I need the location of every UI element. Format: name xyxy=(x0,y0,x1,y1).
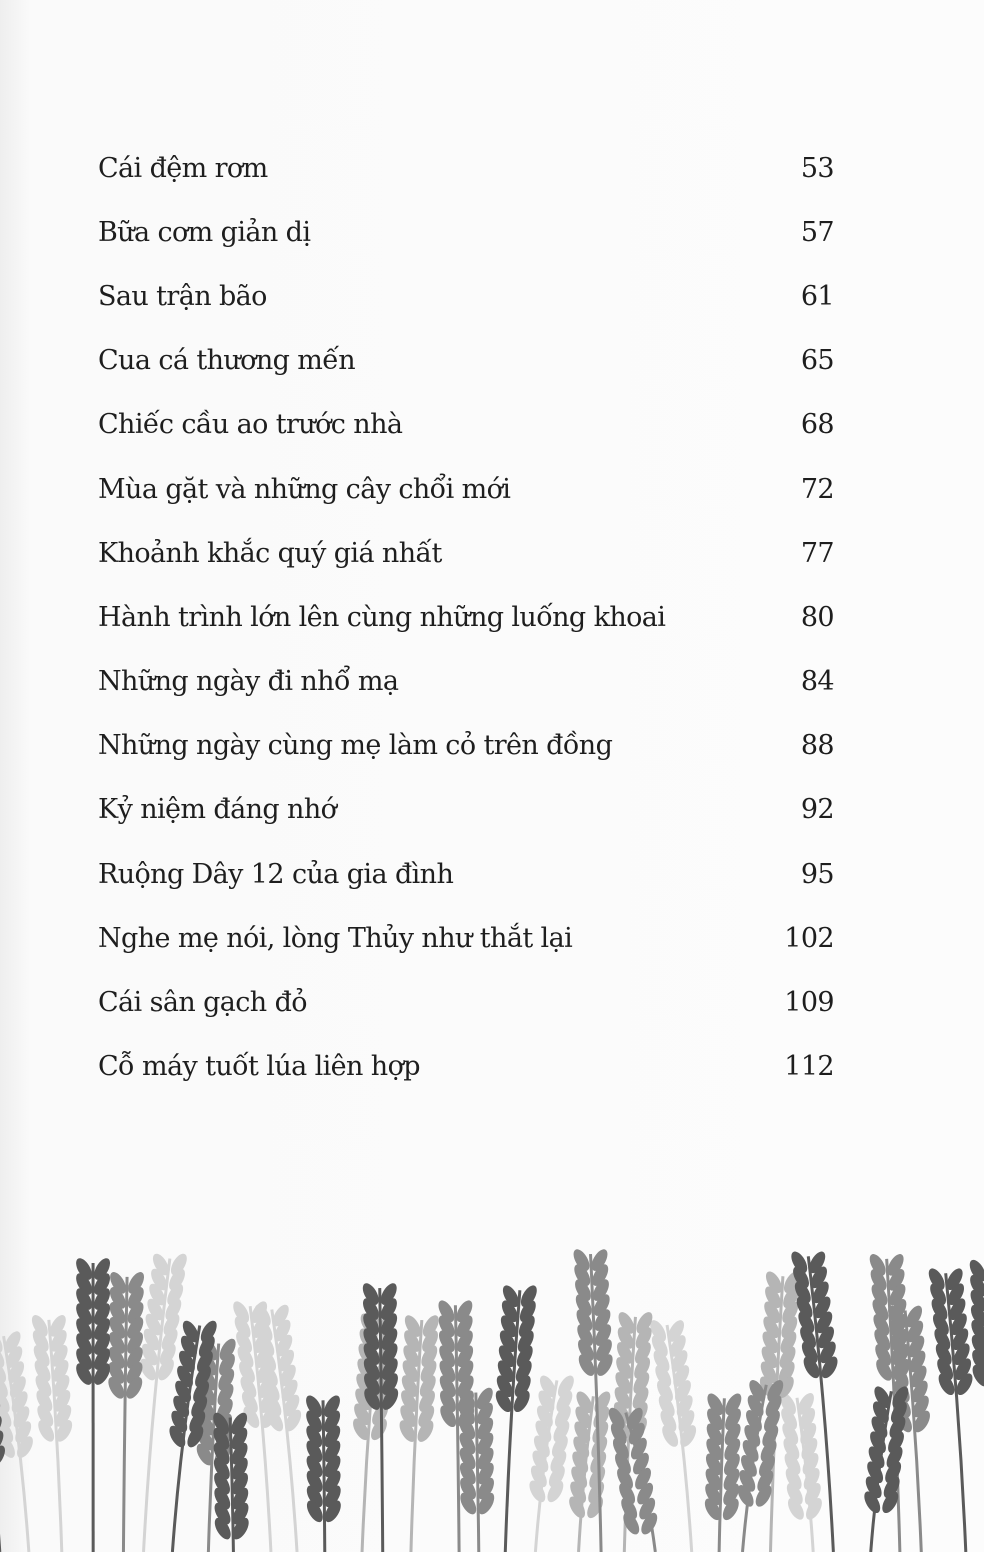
toc-entry-title: Cái đệm rơm xyxy=(98,152,268,184)
toc-entry xyxy=(98,778,834,842)
toc-entry-page: 77 xyxy=(800,537,834,569)
toc-entry-title: Những ngày cùng mẹ làm cỏ trên đồng xyxy=(98,730,613,762)
wheat-stalk-icon xyxy=(925,1266,975,1552)
table-of-contents xyxy=(98,136,834,1099)
toc-entry-title: Bữa cơm giản dị xyxy=(98,216,311,248)
toc-entry-title: Những ngày đi nhổ mạ xyxy=(98,666,399,698)
wheat-stalk-icon xyxy=(396,1313,442,1552)
toc-entry xyxy=(98,906,834,970)
toc-entry-page: 65 xyxy=(800,345,834,377)
wheat-stalk-icon xyxy=(526,1373,577,1552)
toc-entry xyxy=(98,650,834,714)
wheat-stalk-icon xyxy=(252,1302,305,1552)
toc-entry-title: Mùa gặt và những cây chổi mới xyxy=(98,473,511,505)
wheat-stalk-icon xyxy=(303,1393,344,1552)
toc-entry xyxy=(98,585,834,649)
toc-entry-title: Kỷ niệm đáng nhớ xyxy=(98,794,337,826)
toc-entry xyxy=(98,842,834,906)
wheat-stalk-icon xyxy=(566,1389,614,1552)
wheat-stalk-icon xyxy=(734,1377,786,1552)
toc-entry-title: Cái sân gạch đỏ xyxy=(98,987,307,1019)
toc-entry xyxy=(98,457,834,521)
toc-entry xyxy=(98,970,834,1034)
wheat-stalk-icon xyxy=(210,1410,252,1552)
toc-entry xyxy=(98,393,834,457)
toc-entry xyxy=(98,1035,834,1099)
toc-entry xyxy=(98,200,834,264)
toc-entry xyxy=(98,329,834,393)
toc-entry-page: 88 xyxy=(800,730,834,762)
toc-entry xyxy=(98,714,834,778)
toc-entry-title: Nghe mẹ nói, lòng Thủy như thắt lại xyxy=(98,922,573,954)
wheat-stalk-icon xyxy=(861,1384,911,1552)
toc-entry-page: 80 xyxy=(800,601,834,633)
wheat-stalk-icon xyxy=(456,1385,498,1552)
wheat-field-icon xyxy=(0,1210,984,1552)
toc-entry-page: 72 xyxy=(800,473,834,505)
wheat-stalk-icon xyxy=(777,1390,825,1552)
toc-entry-page: 68 xyxy=(800,409,834,441)
toc-entry-page: 95 xyxy=(800,858,834,890)
toc-entry-title: Khoảnh khắc quý giá nhất xyxy=(98,537,442,569)
toc-entry-title: Cỗ máy tuốt lúa liên hợp xyxy=(98,1051,420,1083)
toc-entry-page: 61 xyxy=(800,280,834,312)
wheat-stalk-icon xyxy=(105,1269,147,1552)
toc-entry-page: 102 xyxy=(784,922,834,954)
toc-entry-page: 53 xyxy=(800,152,834,184)
wheat-stalk-icon xyxy=(702,1391,745,1552)
wheat-stalk-icon xyxy=(493,1283,541,1552)
wheat-stalk-icon xyxy=(0,1329,36,1552)
toc-entry xyxy=(98,521,834,585)
toc-entry xyxy=(98,136,834,200)
toc-entry-title: Ruộng Dây 12 của gia đình xyxy=(98,858,454,890)
wheat-stalk-icon xyxy=(606,1405,661,1552)
wheat-stalk-icon xyxy=(29,1312,76,1552)
toc-entry-page: 109 xyxy=(784,987,834,1019)
wheat-stalk-icon xyxy=(966,1257,984,1552)
wheat-stalk-icon xyxy=(73,1256,113,1552)
toc-entry-title: Chiếc cầu ao trước nhà xyxy=(98,409,403,441)
toc-entry-page: 84 xyxy=(800,666,834,698)
toc-entry-title: Sau trận bão xyxy=(98,280,267,312)
toc-entry-page: 112 xyxy=(784,1051,834,1083)
toc-entry-title: Hành trình lớn lên cùng những luống khoai xyxy=(98,601,666,633)
toc-entry-page: 57 xyxy=(800,216,834,248)
toc-entry-title: Cua cá thương mến xyxy=(98,345,356,377)
toc-entry xyxy=(98,264,834,328)
toc-entry-page: 92 xyxy=(800,794,834,826)
